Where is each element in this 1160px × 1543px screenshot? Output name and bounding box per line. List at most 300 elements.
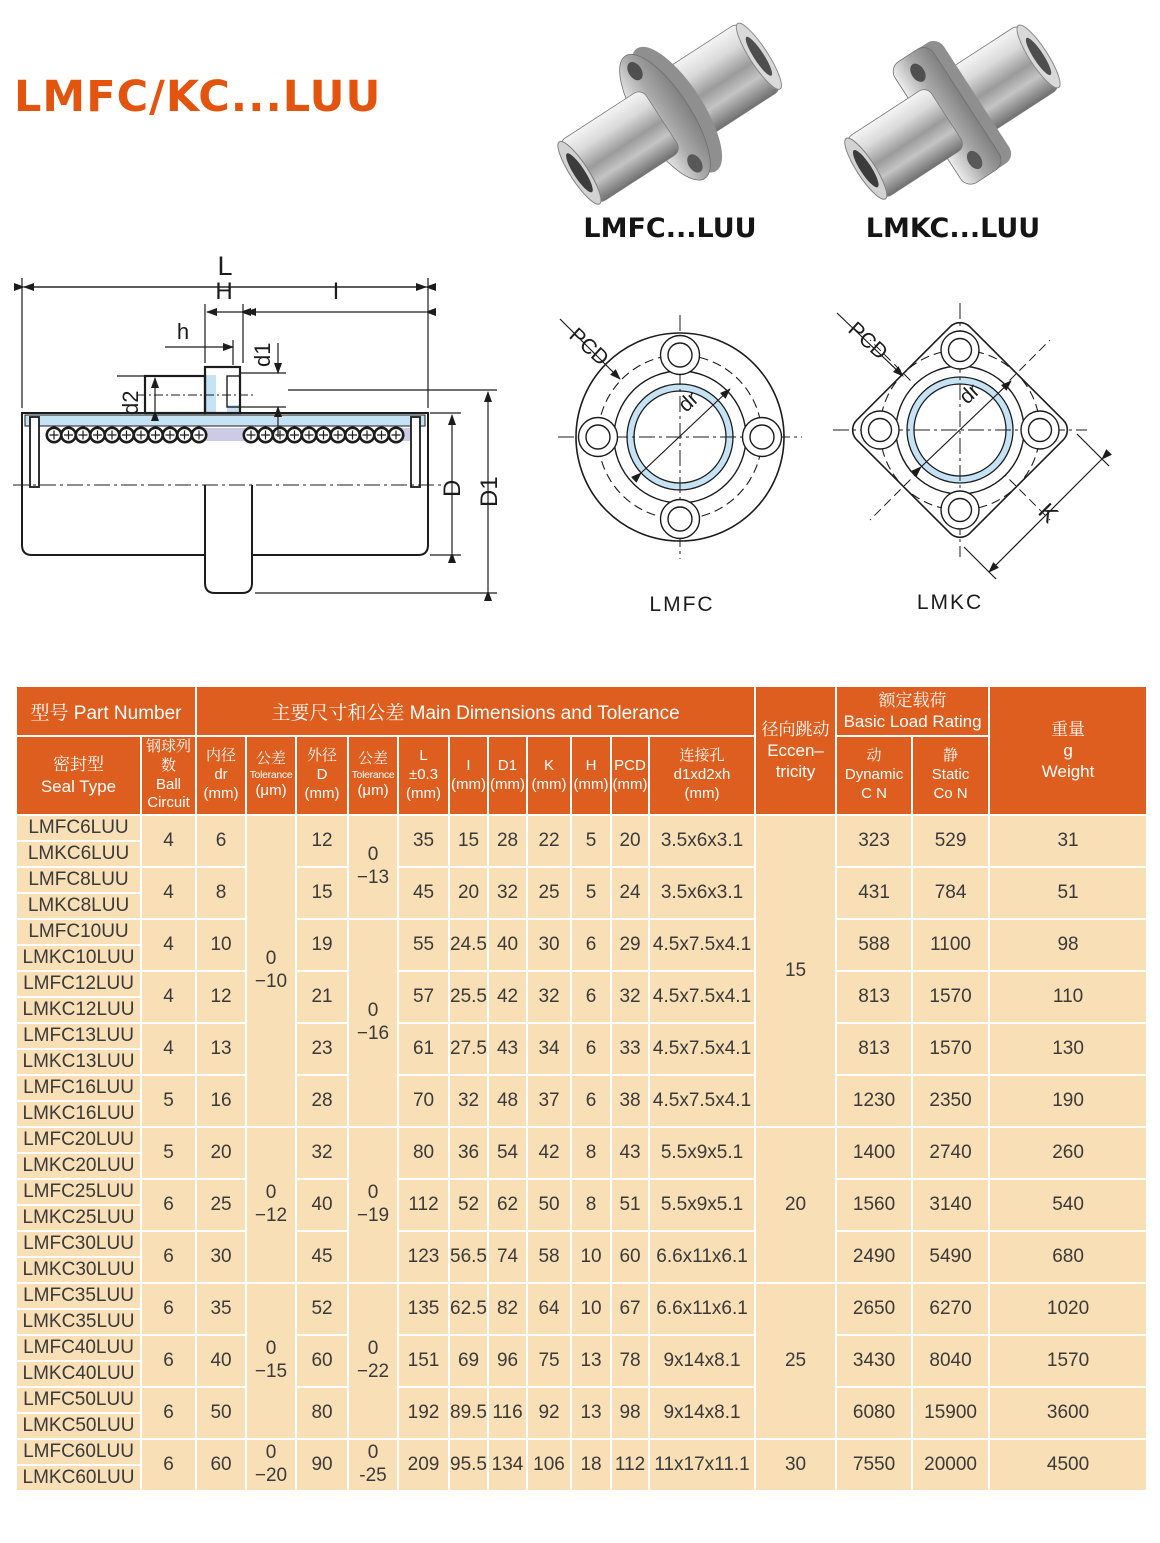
cell-eccentricity: 20 [755, 1127, 836, 1283]
product-photo-lmfc [550, 12, 790, 212]
table-row [16, 1335, 1147, 1361]
cell-I: 52 [449, 1179, 488, 1231]
text-line: 0 [265, 1182, 277, 1204]
header-D1 [488, 736, 527, 815]
cell-dynamic-load: 1560 [836, 1179, 912, 1231]
text-line: (μm) [357, 782, 389, 800]
part-number-cell: LMFC13LUU [16, 1023, 141, 1049]
product-label-lmkc: LMKC...LUU [865, 213, 1041, 244]
table-row [16, 1075, 1147, 1101]
header-H [571, 736, 611, 815]
cell-dynamic-load: 7550 [836, 1439, 912, 1491]
text-line: d1xd2xh [673, 766, 731, 784]
header-dynamic-load [836, 736, 912, 815]
text-line: I [466, 756, 471, 774]
table-row [16, 815, 1147, 841]
cell-weight: 130 [989, 1023, 1147, 1075]
round-flange-drawing [530, 285, 835, 620]
header-weight [989, 686, 1147, 815]
dim-label-D: D [439, 479, 466, 497]
cell-K: 75 [527, 1335, 571, 1387]
part-number-cell: LMFC8LUU [16, 867, 141, 893]
text-line: Static [931, 766, 970, 784]
text-line: (mm) [304, 784, 340, 802]
part-number-cell: LMKC50LUU [16, 1413, 141, 1439]
cell-PCD: 67 [611, 1283, 649, 1335]
seal-strip [25, 415, 425, 426]
cell-D1: 116 [488, 1387, 527, 1439]
text-line: -25 [359, 1465, 387, 1486]
text-line: (mm) [406, 784, 441, 802]
cell-D1: 32 [488, 867, 527, 919]
part-number-cell: LMKC13LUU [16, 1049, 141, 1075]
text-line: (mm) [684, 784, 720, 802]
cell-L: 45 [398, 867, 449, 919]
cell-dynamic-load: 323 [836, 815, 912, 867]
text-line: 额定载荷 [878, 690, 947, 710]
cell-bore-dr: 50 [196, 1387, 246, 1439]
cell-od-D: 40 [296, 1179, 348, 1231]
text-line: 静 [943, 747, 959, 765]
square-flange-drawing [815, 275, 1160, 630]
text-line: D [316, 766, 328, 784]
header-ball-circuit [141, 736, 196, 815]
part-number-cell: LMKC30LUU [16, 1257, 141, 1283]
text-line: 动 [866, 747, 882, 765]
cell-L: 123 [398, 1231, 449, 1283]
cell-static-load: 3140 [912, 1179, 989, 1231]
text-line: (μm) [255, 782, 287, 800]
text-line: L [419, 747, 428, 765]
part-number-cell: LMFC10UU [16, 919, 141, 945]
header-tolerance-D [348, 736, 398, 815]
header-od-D [296, 736, 348, 815]
header-tolerance-dr [246, 736, 296, 815]
cell-D1: 96 [488, 1335, 527, 1387]
bearing-render-square-flange [828, 16, 1078, 208]
cell-dynamic-load: 2490 [836, 1231, 912, 1283]
cell-dynamic-load: 1230 [836, 1075, 912, 1127]
cell-dynamic-load: 6080 [836, 1387, 912, 1439]
cell-I: 20 [449, 867, 488, 919]
cell-ball-circuit: 6 [141, 1231, 196, 1283]
header-mounting-holes [649, 736, 755, 815]
cell-tolerance-D [348, 1283, 398, 1439]
part-number-cell: LMFC6LUU [16, 815, 141, 841]
text-line: 0 [367, 1442, 379, 1464]
cell-static-load: 2350 [912, 1075, 989, 1127]
part-number-cell: LMKC35LUU [16, 1309, 141, 1335]
cell-tolerance-dr [246, 1283, 296, 1439]
part-number-cell: LMKC16LUU [16, 1101, 141, 1127]
cell-L: 70 [398, 1075, 449, 1127]
cell-dynamic-load: 813 [836, 971, 912, 1023]
cell-PCD: 112 [611, 1439, 649, 1491]
cell-H: 10 [571, 1231, 611, 1283]
text-line: −13 [356, 867, 390, 888]
cell-L: 192 [398, 1387, 449, 1439]
text-line: 钢球列数 [146, 738, 192, 774]
part-number-cell: LMFC30LUU [16, 1231, 141, 1257]
cell-H: 6 [571, 1023, 611, 1075]
text-line: −20 [254, 1465, 288, 1486]
part-number-cell: LMKC20LUU [16, 1153, 141, 1179]
cell-od-D: 90 [296, 1439, 348, 1491]
cell-bore-dr: 30 [196, 1231, 246, 1283]
text-line: 公差 [358, 750, 389, 768]
header-L [398, 736, 449, 815]
cell-od-D: 12 [296, 815, 348, 867]
cell-ball-circuit: 6 [141, 1283, 196, 1335]
header-PCD [611, 736, 649, 815]
dim-label-I: I [332, 278, 340, 305]
cell-PCD: 78 [611, 1335, 649, 1387]
cell-H: 8 [571, 1179, 611, 1231]
cell-L: 55 [398, 919, 449, 971]
cell-mounting-holes: 4.5x7.5x4.1 [649, 971, 755, 1023]
part-number-cell: LMKC8LUU [16, 893, 141, 919]
cell-dynamic-load: 431 [836, 867, 912, 919]
text-line: Ball [156, 775, 182, 793]
text-line: H [585, 756, 597, 774]
part-number-cell: LMFC50LUU [16, 1387, 141, 1413]
cell-K: 106 [527, 1439, 571, 1491]
cell-od-D: 28 [296, 1075, 348, 1127]
cell-tolerance-D [348, 815, 398, 919]
text-line: −15 [254, 1361, 288, 1382]
cell-D1: 42 [488, 971, 527, 1023]
cell-tolerance-dr [246, 815, 296, 1127]
text-line: −19 [356, 1205, 390, 1226]
cell-mounting-holes: 4.5x7.5x4.1 [649, 919, 755, 971]
part-number-cell: LMFC35LUU [16, 1283, 141, 1309]
cell-eccentricity: 30 [755, 1439, 836, 1491]
table-row [16, 1127, 1147, 1153]
cell-weight: 1570 [989, 1335, 1147, 1387]
cell-D1: 48 [488, 1075, 527, 1127]
header-part-number: 型号 Part Number [16, 686, 196, 736]
cell-static-load: 20000 [912, 1439, 989, 1491]
cell-bore-dr: 16 [196, 1075, 246, 1127]
cell-static-load: 5490 [912, 1231, 989, 1283]
cell-dynamic-load: 1400 [836, 1127, 912, 1179]
retainer-strip [202, 428, 248, 441]
cell-I: 36 [449, 1127, 488, 1179]
header-eccentricity [755, 686, 836, 815]
cell-I: 69 [449, 1335, 488, 1387]
table-row [16, 919, 1147, 945]
cell-dynamic-load: 2650 [836, 1283, 912, 1335]
text-line: −16 [356, 1023, 390, 1044]
cell-D1: 134 [488, 1439, 527, 1491]
product-label-lmfc: LMFC...LUU [583, 213, 757, 244]
text-line: Tolerance [351, 768, 395, 781]
cell-PCD: 43 [611, 1127, 649, 1179]
text-line: 公差 [256, 750, 287, 768]
cross-section-drawing [5, 245, 520, 645]
cell-mounting-holes: 6.6x11x6.1 [649, 1231, 755, 1283]
cell-I: 56.5 [449, 1231, 488, 1283]
cell-L: 35 [398, 815, 449, 867]
cell-L: 151 [398, 1335, 449, 1387]
cell-I: 62.5 [449, 1283, 488, 1335]
dr-label: dr [954, 379, 985, 409]
cell-static-load: 1570 [912, 971, 989, 1023]
table-row [16, 971, 1147, 997]
cell-dynamic-load: 3430 [836, 1335, 912, 1387]
part-number-cell: LMFC25LUU [16, 1179, 141, 1205]
cell-I: 89.5 [449, 1387, 488, 1439]
text-line: Tolerance [249, 768, 293, 781]
cell-tolerance-dr [246, 1439, 296, 1491]
table-body [16, 815, 1147, 1491]
text-line: g [1063, 740, 1073, 760]
cell-bore-dr: 10 [196, 919, 246, 971]
text-line: 0 [367, 1000, 379, 1022]
cell-H: 6 [571, 919, 611, 971]
cell-mounting-holes: 9x14x8.1 [649, 1335, 755, 1387]
cell-od-D: 19 [296, 919, 348, 971]
text-line: −12 [254, 1205, 288, 1226]
text-line: 径向跳动 [761, 719, 830, 739]
cell-ball-circuit: 6 [141, 1387, 196, 1439]
table-row [16, 1439, 1147, 1465]
cell-K: 30 [527, 919, 571, 971]
cell-dynamic-load: 588 [836, 919, 912, 971]
cell-weight: 260 [989, 1127, 1147, 1179]
text-line: 0 [367, 844, 379, 866]
cell-PCD: 20 [611, 815, 649, 867]
text-line: Weight [1041, 762, 1095, 782]
text-line: dr [214, 766, 228, 784]
dimensions-table [15, 685, 1148, 1492]
cell-PCD: 33 [611, 1023, 649, 1075]
cell-ball-circuit: 4 [141, 867, 196, 919]
part-number-cell: LMFC16LUU [16, 1075, 141, 1101]
dim-label-d2: d2 [118, 390, 143, 415]
text-line: 连接孔 [679, 747, 725, 765]
cell-H: 8 [571, 1127, 611, 1179]
cell-weight: 4500 [989, 1439, 1147, 1491]
text-line: K [544, 756, 555, 774]
cell-L: 112 [398, 1179, 449, 1231]
cell-bore-dr: 20 [196, 1127, 246, 1179]
view-caption: LMFC [649, 593, 715, 616]
cell-mounting-holes: 4.5x7.5x4.1 [649, 1023, 755, 1075]
text-line: Seal Type [40, 776, 117, 796]
bearing-render-round-flange [550, 12, 790, 212]
cell-PCD: 60 [611, 1231, 649, 1283]
cell-I: 25.5 [449, 971, 488, 1023]
cell-od-D: 52 [296, 1283, 348, 1335]
header-load-rating [836, 686, 989, 736]
part-number-cell: LMKC25LUU [16, 1205, 141, 1231]
flange-lower-silhouette [205, 485, 252, 593]
text-line: 0 [265, 1442, 277, 1464]
cell-od-D: 60 [296, 1335, 348, 1387]
cell-PCD: 32 [611, 971, 649, 1023]
cell-D1: 40 [488, 919, 527, 971]
cell-ball-circuit: 5 [141, 1075, 196, 1127]
text-line: 外径 [307, 747, 338, 765]
cell-I: 95.5 [449, 1439, 488, 1491]
cell-mounting-holes: 3.5x6x3.1 [649, 867, 755, 919]
text-line: 0 [265, 1338, 277, 1360]
table-row [16, 867, 1147, 893]
cell-tolerance-D [348, 1439, 398, 1491]
cell-H: 13 [571, 1335, 611, 1387]
dim-label-D1: D1 [476, 476, 503, 507]
part-number-cell: LMFC20LUU [16, 1127, 141, 1153]
cell-bore-dr: 40 [196, 1335, 246, 1387]
cell-weight: 110 [989, 971, 1147, 1023]
cell-ball-circuit: 6 [141, 1335, 196, 1387]
cell-static-load: 784 [912, 867, 989, 919]
cell-K: 34 [527, 1023, 571, 1075]
cell-od-D: 23 [296, 1023, 348, 1075]
cell-weight: 3600 [989, 1387, 1147, 1439]
cell-weight: 31 [989, 815, 1147, 867]
cell-D1: 74 [488, 1231, 527, 1283]
cell-od-D: 15 [296, 867, 348, 919]
cell-static-load: 529 [912, 815, 989, 867]
cell-L: 135 [398, 1283, 449, 1335]
text-line: 重量 [1051, 719, 1086, 739]
cell-mounting-holes: 3.5x6x3.1 [649, 815, 755, 867]
cell-od-D: 45 [296, 1231, 348, 1283]
cell-bore-dr: 12 [196, 971, 246, 1023]
cell-weight: 98 [989, 919, 1147, 971]
part-number-cell: LMKC12LUU [16, 997, 141, 1023]
cell-mounting-holes: 6.6x11x6.1 [649, 1283, 755, 1335]
cell-L: 209 [398, 1439, 449, 1491]
cell-D1: 28 [488, 815, 527, 867]
part-number-cell: LMFC40LUU [16, 1335, 141, 1361]
text-line: 内径 [206, 747, 237, 765]
part-number-cell: LMKC40LUU [16, 1361, 141, 1387]
part-number-cell: LMFC60LUU [16, 1439, 141, 1465]
cell-K: 64 [527, 1283, 571, 1335]
cell-dynamic-load: 813 [836, 1023, 912, 1075]
product-photo-lmkc [828, 16, 1078, 208]
text-line: (mm) [451, 775, 486, 793]
part-number-cell: LMKC6LUU [16, 841, 141, 867]
cell-D1: 82 [488, 1283, 527, 1335]
cell-H: 13 [571, 1387, 611, 1439]
cell-K: 58 [527, 1231, 571, 1283]
text-line: D1 [497, 756, 518, 774]
cell-PCD: 29 [611, 919, 649, 971]
cell-static-load: 1100 [912, 919, 989, 971]
header-main-dimensions: 主要尺寸和公差 Main Dimensions and Tolerance [196, 686, 755, 736]
text-line: (mm) [612, 775, 648, 793]
cell-D1: 62 [488, 1179, 527, 1231]
cell-ball-circuit: 4 [141, 971, 196, 1023]
cell-mounting-holes: 5.5x9x5.1 [649, 1127, 755, 1179]
text-line: tricity [775, 762, 816, 782]
cell-bore-dr: 35 [196, 1283, 246, 1335]
cell-od-D: 32 [296, 1127, 348, 1179]
cell-mounting-holes: 4.5x7.5x4.1 [649, 1075, 755, 1127]
dim-label-H: H [215, 278, 233, 305]
text-line: (mm) [203, 784, 239, 802]
table-row [16, 1023, 1147, 1049]
cell-ball-circuit: 4 [141, 919, 196, 971]
cell-bore-dr: 13 [196, 1023, 246, 1075]
cell-H: 6 [571, 1075, 611, 1127]
table-row [16, 1387, 1147, 1413]
cell-K: 22 [527, 815, 571, 867]
cell-I: 32 [449, 1075, 488, 1127]
cell-bore-dr: 8 [196, 867, 246, 919]
cell-K: 42 [527, 1127, 571, 1179]
text-line: C N [861, 784, 887, 802]
retainer-clip [411, 417, 420, 487]
header-static-load [912, 736, 989, 815]
cell-ball-circuit: 4 [141, 1023, 196, 1075]
cell-tolerance-D [348, 919, 398, 1127]
dim-label-h: h [176, 319, 190, 344]
cell-bore-dr: 60 [196, 1439, 246, 1491]
cell-ball-circuit: 5 [141, 1127, 196, 1179]
cell-static-load: 1570 [912, 1023, 989, 1075]
cell-K: 50 [527, 1179, 571, 1231]
text-line: Basic Load Rating [843, 712, 982, 731]
header-row-2 [16, 736, 1147, 815]
cell-tolerance-dr [246, 1127, 296, 1283]
cell-H: 10 [571, 1283, 611, 1335]
text-line: 0 [367, 1182, 379, 1204]
cell-eccentricity: 15 [755, 815, 836, 1127]
cell-mounting-holes: 11x17x11.1 [649, 1439, 755, 1491]
header-K [527, 736, 571, 815]
table-row [16, 1179, 1147, 1205]
cell-PCD: 51 [611, 1179, 649, 1231]
header-I [449, 736, 488, 815]
cell-K: 25 [527, 867, 571, 919]
cell-L: 80 [398, 1127, 449, 1179]
text-line: Circuit [147, 794, 190, 812]
header-row-1 [16, 686, 1147, 736]
k-label: K [1032, 498, 1064, 529]
cell-mounting-holes: 9x14x8.1 [649, 1387, 755, 1439]
header-seal-type [16, 736, 141, 815]
text-line: ±0.3 [408, 766, 439, 784]
cell-K: 37 [527, 1075, 571, 1127]
part-number-cell: LMFC12LUU [16, 971, 141, 997]
cell-I: 15 [449, 815, 488, 867]
text-line: 0 [367, 1338, 379, 1360]
pcd-label: PCD [843, 317, 892, 365]
cell-H: 18 [571, 1439, 611, 1491]
cell-bore-dr: 25 [196, 1179, 246, 1231]
cell-mounting-holes: 5.5x9x5.1 [649, 1179, 755, 1231]
text-line: (mm) [531, 775, 567, 793]
cell-H: 6 [571, 971, 611, 1023]
table-row [16, 1283, 1147, 1309]
cell-tolerance-D [348, 1127, 398, 1283]
part-number-cell: LMKC10LUU [16, 945, 141, 971]
text-line: −10 [254, 971, 288, 992]
text-line: (mm) [573, 775, 609, 793]
cell-weight: 540 [989, 1179, 1147, 1231]
cell-ball-circuit: 6 [141, 1179, 196, 1231]
cell-K: 92 [527, 1387, 571, 1439]
cell-static-load: 6270 [912, 1283, 989, 1335]
cell-ball-circuit: 6 [141, 1439, 196, 1491]
cell-L: 57 [398, 971, 449, 1023]
cell-weight: 190 [989, 1075, 1147, 1127]
